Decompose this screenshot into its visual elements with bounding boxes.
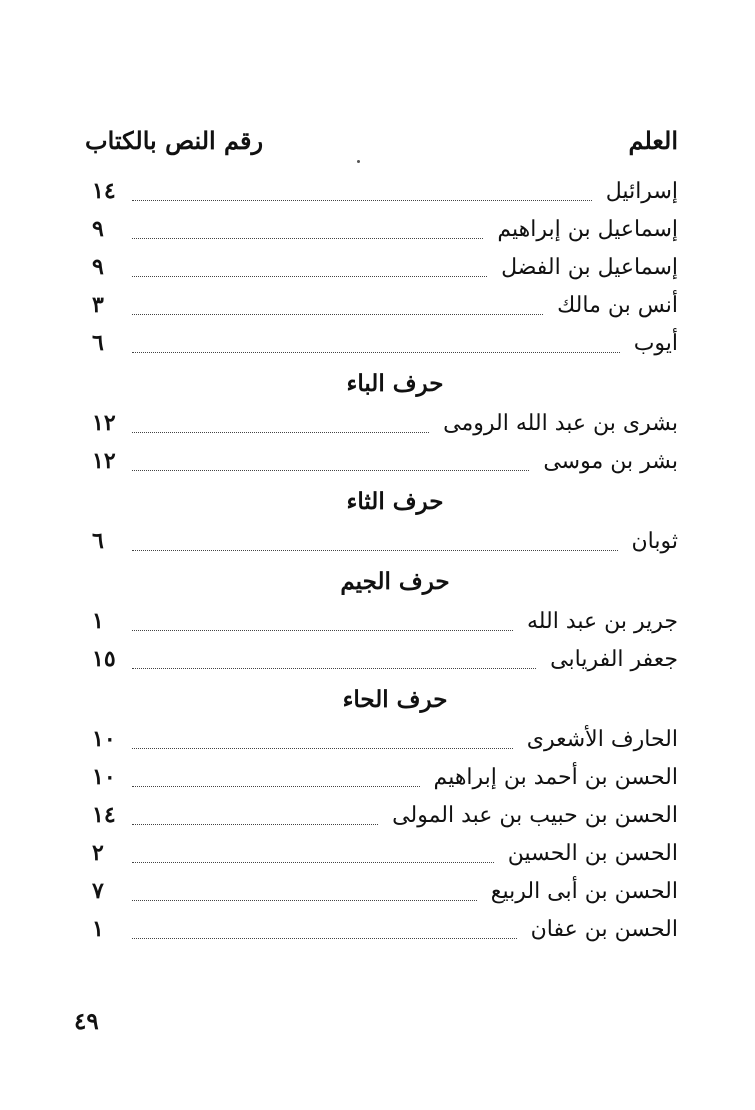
index-entry [92,286,678,324]
entry-number: ١ [92,608,104,634]
entry-name: بشرى بن عبد الله الرومى [443,410,678,436]
entry-number: ١٢ [92,410,116,436]
entry-number: ٣ [92,292,104,318]
dot-leader [132,862,494,863]
dot-leader [132,668,536,669]
dot-leader [132,432,429,433]
index-entry [92,796,678,834]
dot-leader [132,276,487,277]
entry-name: الحسن بن أبى الربيع [490,878,678,904]
entry-name: إسماعيل بن إبراهيم [497,216,678,242]
index-entry [92,720,678,758]
entry-name: إسرائيل [605,178,678,204]
entry-name: جعفر الفريابى [550,646,678,672]
column-title-number: رقم النص بالكتاب [85,125,264,155]
entry-name: إسماعيل بن الفضل [501,254,678,280]
index-entry [92,522,678,560]
entry-number: ٦ [92,330,104,356]
entry-number: ١ [92,916,104,942]
entry-number: ٩ [92,216,104,242]
entry-name: أنس بن مالك [557,292,678,318]
index-entry [92,910,678,948]
entry-name: الحارف الأشعرى [526,726,678,752]
entry-number: ١٤ [92,178,116,204]
dot-leader [132,630,513,631]
index-entry [92,758,678,796]
entry-number: ١٤ [92,802,116,828]
entry-number: ١٥ [92,646,116,672]
index-entry [92,210,678,248]
dot-leader [132,786,420,787]
entry-name: الحسن بن حبيب بن عبد المولى [392,802,678,828]
entry-number: ١٢ [92,448,116,474]
entry-number: ١٠ [92,726,116,752]
index-entry [92,834,678,872]
index-entry [92,172,678,210]
entry-name: الحسن بن الحسين [507,840,678,866]
section-heading: حرف الباء [346,369,444,397]
index-entry [92,404,678,442]
dot-leader [132,200,592,201]
dot-leader [132,938,517,939]
dot-leader [132,900,477,901]
dot-leader [132,314,543,315]
index-entry [92,248,678,286]
index-entry [92,640,678,678]
index-entry [92,442,678,480]
section-heading: حرف الحاء [342,685,448,713]
index-entry [92,602,678,640]
dot-leader [132,550,618,551]
section-heading: حرف الجيم [340,567,450,595]
entry-number: ٧ [92,878,104,904]
entry-name: الحسن بن أحمد بن إبراهيم [433,764,678,790]
index-entry [92,872,678,910]
dot-leader [132,470,529,471]
dot-leader [132,352,620,353]
entry-number: ١٠ [92,764,116,790]
section-heading: حرف الثاء [346,487,444,515]
index-header [85,122,678,158]
dot-leader [132,748,513,749]
index-entry [92,324,678,362]
entry-number: ٢ [92,840,104,866]
entry-number: ٩ [92,254,104,280]
dot-leader [132,824,378,825]
page-number: ٤٩ [74,1008,99,1035]
entry-name: ثوبان [631,528,678,554]
dot-leader [132,238,483,239]
entry-name: أيوب [633,330,678,356]
entry-name: جرير بن عبد الله [526,608,678,634]
column-title-name: العلم [628,125,678,155]
entry-number: ٦ [92,528,104,554]
entry-name: بشر بن موسى [543,448,678,474]
entry-name: الحسن بن عفان [530,916,678,942]
print-speck [357,160,360,163]
index-entries [92,172,678,948]
